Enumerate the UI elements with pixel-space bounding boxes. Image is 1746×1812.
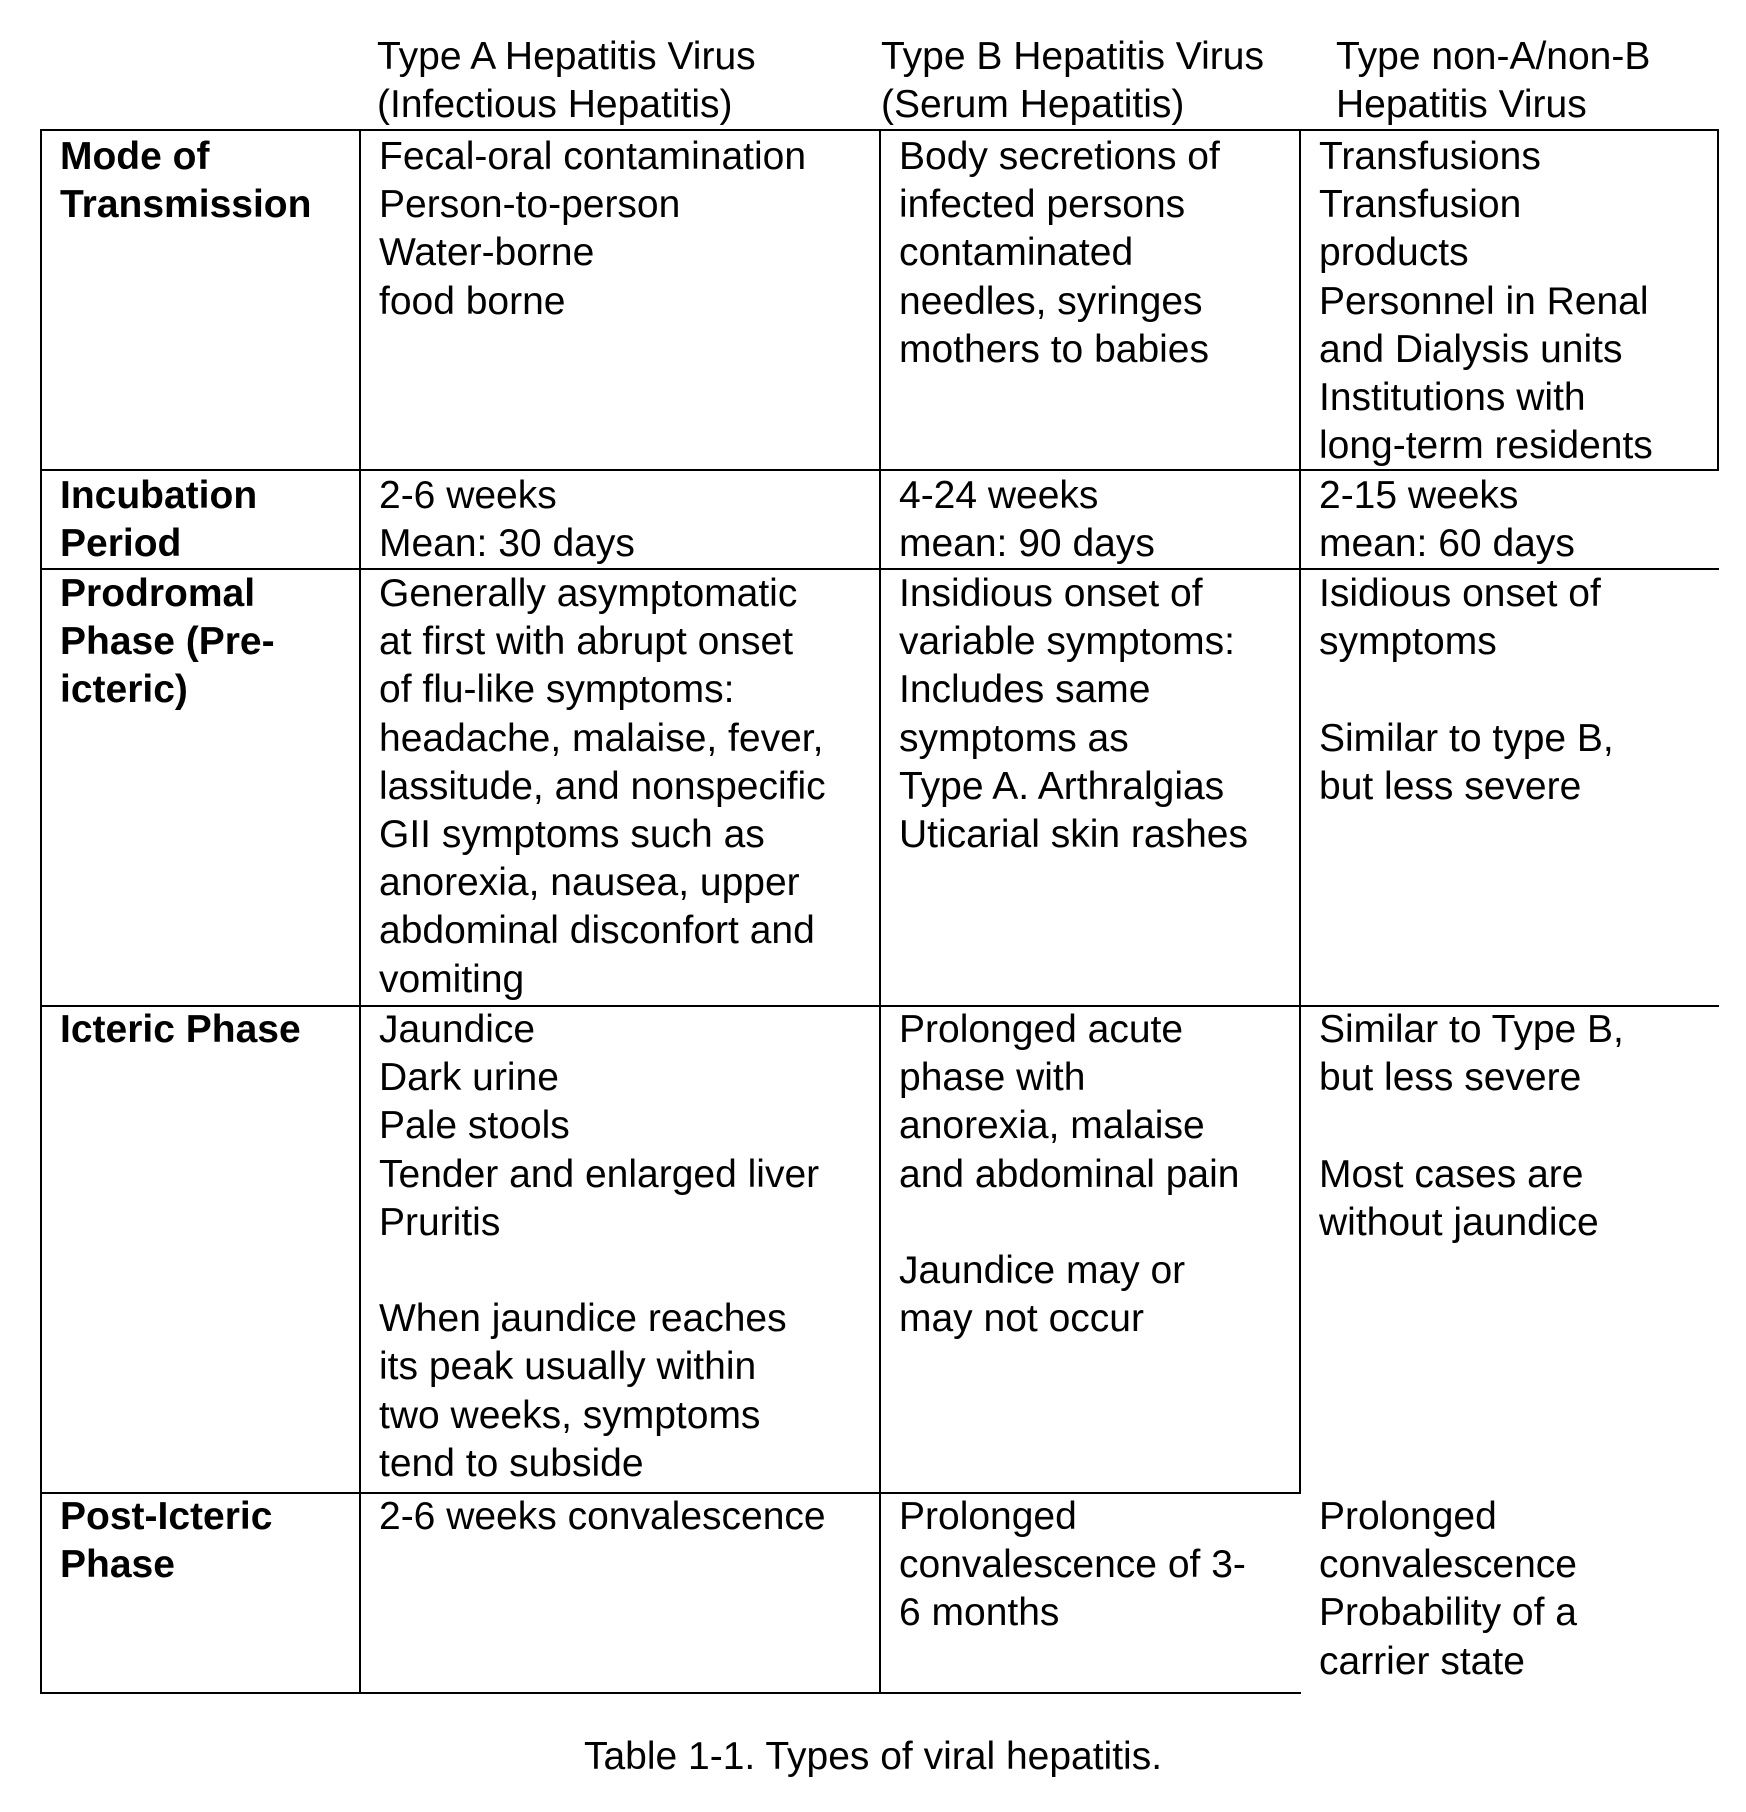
column-divider-1 xyxy=(359,129,361,1692)
column-divider-2 xyxy=(879,129,881,1692)
table-caption: Table 1-1. Types of viral hepatitis. xyxy=(583,1735,1163,1778)
row-label-icteric-phase: Icteric Phase xyxy=(60,1008,301,1051)
row-label-incubation-period: Incubation Period xyxy=(60,474,258,566)
cell-icteric-type-b: Prolonged acute phase with anorexia, malaise and abdominal pain Jaundice may or may not occur xyxy=(899,1008,1240,1341)
column-header-type-b: Type B Hepatitis Virus (Serum Hepatitis) xyxy=(881,35,1264,126)
cell-mode-type-b: Body secretions of infected persons contaminated needles, syringes mothers to babies xyxy=(899,135,1220,371)
cell-prodromal-type-a: Generally asymptomatic at first with abrupt onset of flu-like symptoms: headache, malaise, fever, lassitude, and nonspecific GII symptoms such as anorexia, nausea, upper abdominal disconfort and vomiting xyxy=(379,572,826,1001)
column-header-type-a: Type A Hepatitis Virus (Infectious Hepatitis) xyxy=(377,35,756,126)
row-label-post-icteric-phase: Post-Icteric Phase xyxy=(60,1495,273,1587)
row-label-prodromal-phase: Prodromal Phase (Pre- icteric) xyxy=(60,572,275,712)
cell-mode-type-non-a-non-b: Transfusions Transfusion products Personnel in Renal and Dialysis units Institutions with long-term residents xyxy=(1319,135,1653,468)
cell-post-icteric-type-a: 2-6 weeks convalescence xyxy=(379,1495,826,1538)
cell-mode-type-a: Fecal-oral contamination Person-to-person Water-borne food borne xyxy=(379,135,807,323)
table-border-right xyxy=(1717,129,1719,469)
cell-incubation-type-a: 2-6 weeks Mean: 30 days xyxy=(379,474,635,566)
cell-prodromal-type-non-a-non-b: Isidious onset of symptoms Similar to type B, but less severe xyxy=(1319,572,1614,808)
cell-icteric-type-a: Jaundice Dark urine Pale stools Tender and enlarged liver Pruritis When jaundice reaches its peak usually within two weeks, symptoms tend to subside xyxy=(379,1008,820,1485)
cell-incubation-type-b: 4-24 weeks mean: 90 days xyxy=(899,474,1155,566)
column-header-type-non-a-non-b: Type non-A/non-B Hepatitis Virus xyxy=(1336,35,1651,126)
cell-post-icteric-type-b: Prolonged convalescence of 3- 6 months xyxy=(899,1495,1246,1635)
cell-icteric-type-non-a-non-b: Similar to Type B, but less severe Most cases are without jaundice xyxy=(1319,1008,1624,1244)
column-divider-3 xyxy=(1299,129,1301,1492)
table-border-bottom xyxy=(40,1692,1301,1694)
cell-post-icteric-type-non-a-non-b: Prolonged convalescence Probability of a carrier state xyxy=(1319,1495,1577,1683)
cell-prodromal-type-b: Insidious onset of variable symptoms: Includes same symptoms as Type A. Arthralgias Uticarial skin rashes xyxy=(899,572,1248,857)
table-border-left xyxy=(40,129,42,1692)
cell-incubation-type-non-a-non-b: 2-15 weeks mean: 60 days xyxy=(1319,474,1575,566)
row-label-mode-of-transmission: Mode of Transmission xyxy=(60,135,312,227)
